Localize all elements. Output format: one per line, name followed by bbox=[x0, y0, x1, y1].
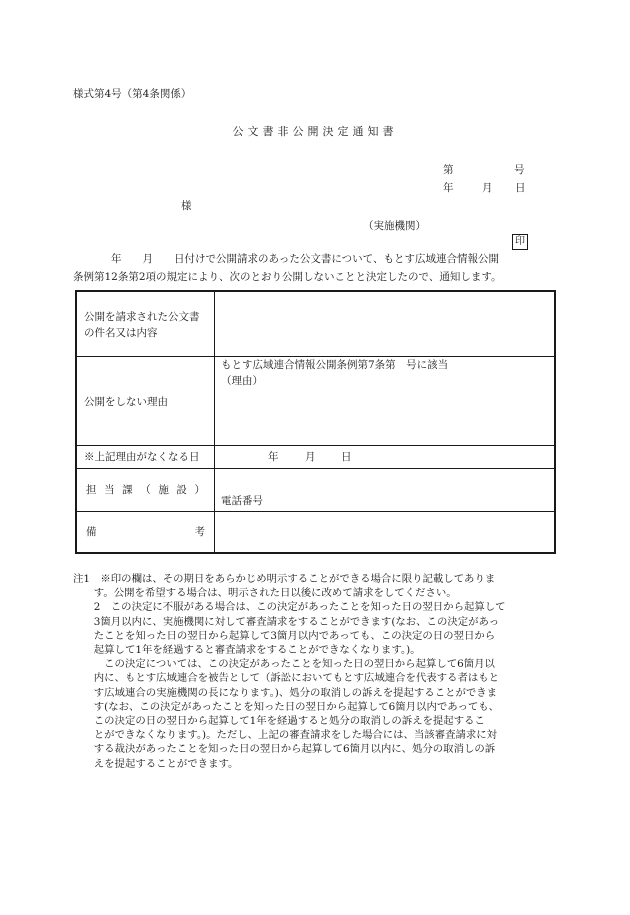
requested-document-label-line1: 公開を請求された公文書 bbox=[84, 311, 200, 323]
note-line: する裁決があったことを知った日の翌日から起算して6箇月以内に、処分の取消しの訴 bbox=[73, 743, 496, 756]
table-row bbox=[76, 512, 555, 554]
table-row bbox=[76, 469, 555, 512]
table-row bbox=[76, 446, 555, 469]
label-char: 設 bbox=[176, 484, 187, 496]
note-line: 2 この決定に不服がある場合は、この決定があったことを知った日の翌日から起算して bbox=[73, 601, 506, 614]
label-char: ） bbox=[194, 484, 205, 496]
date-month-label: 月 bbox=[482, 182, 493, 194]
doc-number-prefix: 第 bbox=[443, 164, 454, 176]
seal-mark: 印 bbox=[512, 234, 528, 250]
requested-document-value-cell bbox=[215, 291, 556, 357]
remarks-label-cell bbox=[76, 512, 215, 554]
ordinance-clause: もとす広域連合情報公開条例第7条第 号に該当 bbox=[221, 359, 449, 371]
document-title: 公文書非公開決定通知書 bbox=[232, 125, 398, 138]
note-line: 起算して1年を経過すると審査請求をすることができなくなります。)。 bbox=[73, 644, 421, 657]
nondisclosure-reason-value-cell bbox=[215, 357, 556, 446]
table-row bbox=[76, 357, 555, 446]
expiry-date-label-cell bbox=[76, 446, 215, 469]
phone-number-label: 電話番号 bbox=[221, 495, 263, 507]
note-line: この決定については、この決定があったことを知った日の翌日から起算して6箇月以 bbox=[73, 658, 495, 671]
responsible-section-label-cell bbox=[76, 469, 215, 512]
label-char: 当 bbox=[104, 484, 115, 496]
note-line: 内に、もとす広域連合を被告として（訴訟においてもとす広域連合を代表する者はもと bbox=[73, 672, 500, 685]
responsible-section-label bbox=[77, 469, 214, 498]
remarks-label bbox=[77, 512, 214, 540]
note-line: す(なお、この決定があったことを知った日の翌日から起算して6箇月以内であっても、 bbox=[73, 700, 500, 713]
note-line: 3箇月以内に、実施機関に対して審査請求をすることができます(なお、この決定があっ bbox=[73, 615, 500, 628]
notes-section bbox=[73, 572, 559, 771]
requested-document-label-line2: の件名又は内容 bbox=[84, 327, 158, 339]
intro-line-2: 条例第12条第2項の規定により、次のとおり公開しないことと決定したので、通知します。 bbox=[73, 271, 502, 283]
nondisclosure-reason-label: 公開をしない理由 bbox=[84, 396, 168, 408]
note-line: とができなくなります。)。ただし、上記の審査請求をした場合には、当該審査請求に対 bbox=[73, 729, 498, 742]
remarks-value-cell bbox=[215, 512, 556, 554]
expiry-date-label: ※上記理由がなくなる日 bbox=[84, 451, 200, 463]
note-line: えを提起することができます。 bbox=[73, 757, 239, 770]
note-line: す。公開を希望する場合は、明示された日以後に改めて請求をしてください。 bbox=[73, 587, 457, 600]
expiry-date-value-cell bbox=[215, 446, 556, 469]
intro-line-1: 年 月 日付けで公開請求のあった公文書について、もとす広域連合情報公開 bbox=[111, 253, 499, 265]
date-day-label: 日 bbox=[515, 182, 526, 194]
decision-table bbox=[75, 290, 556, 554]
intro-paragraph bbox=[73, 250, 557, 286]
addressee-honorific: 様 bbox=[181, 200, 192, 212]
expiry-month-label: 月 bbox=[305, 451, 316, 463]
label-char: 考 bbox=[194, 526, 205, 538]
form-number: 様式第4号（第4条関係） bbox=[73, 88, 192, 100]
label-char: 施 bbox=[158, 484, 169, 496]
label-char: （ bbox=[140, 484, 151, 496]
expiry-day-label: 日 bbox=[341, 451, 352, 463]
requested-document-label-cell bbox=[76, 291, 215, 357]
reason-heading: （理由） bbox=[221, 375, 263, 387]
label-char: 担 bbox=[86, 484, 97, 496]
nondisclosure-reason-label-cell bbox=[76, 357, 215, 446]
table-row bbox=[76, 291, 555, 357]
date-year-label: 年 bbox=[443, 182, 454, 194]
note-line: す広域連合の実施機関の長になります。)、処分の取消しの訴えを提起することができま bbox=[73, 686, 498, 699]
note-line: 注1 ※印の欄は、その期日をあらかじめ明示することができる場合に限り記載してありま bbox=[73, 573, 496, 585]
agency-label: （実施機関） bbox=[363, 220, 426, 232]
note-line: たことを知った日の翌日から起算して3箇月以内であっても、この決定の日の翌日から bbox=[73, 629, 496, 642]
responsible-section-value-cell bbox=[215, 469, 556, 512]
label-char: 課 bbox=[122, 484, 133, 496]
label-char: 備 bbox=[86, 526, 97, 538]
note-line: この決定の日の翌日から起算して1年を経過すると処分の取消しの訴えを提起するこ bbox=[73, 715, 485, 728]
doc-number-suffix: 号 bbox=[514, 164, 525, 176]
expiry-year-label: 年 bbox=[268, 451, 279, 463]
